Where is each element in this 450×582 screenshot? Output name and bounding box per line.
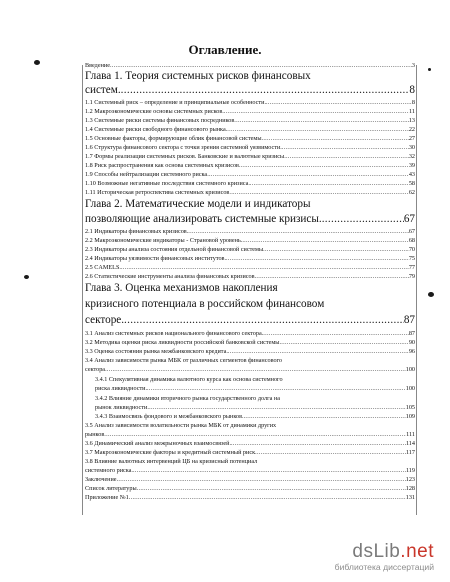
toc-page-number: 67 xyxy=(403,213,415,225)
toc-page-number: 111 xyxy=(406,431,415,438)
toc-page-number: 105 xyxy=(405,404,415,411)
toc-page-number: 87 xyxy=(408,330,415,337)
toc-entry-title: 1.4 Системные риски свободного финансового рынка. xyxy=(85,126,228,133)
toc-entry xyxy=(85,476,415,484)
toc-entry-title: систем. xyxy=(85,84,121,96)
toc-leader-dots xyxy=(147,385,406,393)
toc-entry-title: Введение xyxy=(85,62,110,69)
watermark-logo: dsLib.net xyxy=(352,541,434,562)
toc-entry xyxy=(85,135,415,143)
toc-entry xyxy=(85,99,415,107)
toc-entry xyxy=(85,458,415,466)
toc-entry xyxy=(85,62,415,70)
toc-entry-title: Глава 2. Математические модели и индикаторы xyxy=(85,198,311,210)
toc-entry-title: сектора xyxy=(85,366,106,373)
toc-entry-title: 3.4 Анализ зависимости рынка МБК от различных сегментов финансового xyxy=(85,357,283,364)
toc-entry xyxy=(85,117,415,125)
toc-entry-title: 3.1 Анализ системных рисков национального финансового сектора. xyxy=(85,330,264,337)
toc-page-number: 67 xyxy=(408,228,415,235)
toc-page-number: 22 xyxy=(408,126,415,133)
toc-entry-title: 2.6 Статистические инструменты анализа финансовых кризисов xyxy=(85,273,255,280)
toc-entry-title: 1.1 Системный риск – определение и принципиальные особенности. xyxy=(85,99,266,106)
toc-leader-dots xyxy=(105,366,406,374)
toc-entry-title: 3.4.2 Влияние динамики вторичного рынка государственного долга на xyxy=(95,395,280,402)
toc-entry-title: Глава 1. Теория системных рисков финансовых xyxy=(85,70,311,82)
toc-entry-title: кризисного потенциала в российском финансовом xyxy=(85,298,325,310)
toc-entry xyxy=(85,449,415,457)
toc-entry-title: 3.4.3 Взаимосвязь фондового и межбанковского рынков. xyxy=(95,413,244,420)
toc-entry xyxy=(85,273,415,281)
toc-entry-title: 3.3 Оценка состояния рынка межбанковского кредита. xyxy=(85,348,228,355)
ink-blot xyxy=(428,292,434,297)
toc-page-number: 62 xyxy=(408,189,415,196)
toc-entry-title: рынков xyxy=(85,431,105,438)
toc-page-number: 30 xyxy=(408,144,415,151)
toc-entry-title: рынок ликвидности xyxy=(95,404,148,411)
toc-entry-title: 1.8 Риск распространения как основа системных кризисов. xyxy=(85,162,241,169)
toc-entry-title: 3.4.1 Спекулятивная динамика валютного курса как основа системного xyxy=(95,376,283,383)
toc-leader-dots xyxy=(133,467,406,475)
toc-leader-dots xyxy=(241,162,409,170)
toc-leader-dots xyxy=(226,255,409,263)
toc-entry-title: 3.2 Методика оценки риска ликвидности российской банковской системы xyxy=(85,339,280,346)
toc-entry-title: Список литературы xyxy=(85,485,137,492)
toc-entry xyxy=(95,385,415,393)
toc-leader-dots xyxy=(227,126,409,134)
toc-entry-title: секторе. xyxy=(85,314,125,326)
toc-entry xyxy=(85,467,415,475)
toc-leader-dots xyxy=(279,339,408,347)
toc-leader-dots xyxy=(207,171,409,179)
toc-leader-dots xyxy=(266,99,412,107)
toc-entry xyxy=(95,404,415,412)
toc-entry xyxy=(85,108,415,116)
toc-chapter-line xyxy=(85,314,415,327)
toc-entry-title: Приложение №1 xyxy=(85,494,129,501)
toc-leader-dots xyxy=(263,330,409,338)
toc-entry xyxy=(85,237,415,245)
toc-entry-title: 1.7 Формы реализации системных рисков. Банковские и валютные кризисы xyxy=(85,153,285,160)
toc-entry-title: Заключение xyxy=(85,476,117,483)
toc-page-number: 123 xyxy=(405,476,415,483)
toc-entry-title: 2.1 Индикаторы финансовых кризисов. xyxy=(85,228,189,235)
toc-entry xyxy=(95,376,415,384)
toc-entry xyxy=(85,153,415,161)
toc-page-number: 90 xyxy=(408,339,415,346)
toc-chapter-line xyxy=(85,70,415,83)
toc-leader-dots xyxy=(282,144,409,152)
toc-leader-dots xyxy=(121,84,410,97)
toc-page-number: 75 xyxy=(408,255,415,262)
toc-page-number: 119 xyxy=(405,467,415,474)
toc-entry-title: 3.7 Макроэкономические факторы и кредитный системный риск xyxy=(85,449,256,456)
toc-chapter-line xyxy=(85,84,415,97)
toc-chapter-line xyxy=(85,282,415,295)
toc-leader-dots xyxy=(250,180,409,188)
toc-leader-dots xyxy=(244,413,406,421)
toc-page-number: 11 xyxy=(409,108,415,115)
toc-entry xyxy=(85,264,415,272)
watermark-caption: библиотека диссертаций xyxy=(334,562,434,572)
toc-leader-dots xyxy=(121,264,409,272)
toc-entry-title: системного риска. xyxy=(85,467,133,474)
toc-page-number: 3 xyxy=(411,62,415,69)
ink-blot xyxy=(428,68,431,71)
toc-entry xyxy=(85,228,415,236)
toc-entry xyxy=(85,357,415,365)
toc-leader-dots xyxy=(188,228,409,236)
toc-entry xyxy=(85,485,415,493)
toc-page-number: 8 xyxy=(411,99,415,106)
toc-entry xyxy=(85,171,415,179)
toc-entry-title: 1.6 Структура финансового сектора с точки зрения системной уязвимости. xyxy=(85,144,282,151)
toc-page-number: 87 xyxy=(403,314,415,326)
toc-entry xyxy=(85,366,415,374)
toc-entry xyxy=(95,413,415,421)
toc-entry-title: 2.4 Индикаторы уязвимости финансовых институтов. xyxy=(85,255,227,262)
toc-leader-dots xyxy=(284,153,409,161)
toc-entry-title: 2.2 Макроэкономические индикаторы - Страновой уровень. xyxy=(85,237,243,244)
toc-leader-dots xyxy=(117,476,406,484)
toc-entry-title: 2.3 Индикаторы анализа состояния отдельной финансовой системы xyxy=(85,246,264,253)
toc-entry xyxy=(85,162,415,170)
toc-entry xyxy=(85,422,415,430)
toc-entry-title: риска ликвидности. xyxy=(95,385,148,392)
toc-page-number: 68 xyxy=(408,237,415,244)
toc-entry xyxy=(85,431,415,439)
toc-chapter-line xyxy=(85,213,415,226)
toc-leader-dots xyxy=(261,135,408,143)
toc-entry xyxy=(85,189,415,197)
toc-entry-title: 3.5 Анализ зависимости волатильности рынка МБК от динамики других xyxy=(85,422,277,429)
toc-page-number: 8 xyxy=(409,84,415,96)
toc-leader-dots xyxy=(255,449,406,457)
toc-page-number: 32 xyxy=(408,153,415,160)
toc-page-number: 100 xyxy=(405,366,415,373)
toc-entry-title: 1.10 Возможные негативные последствия системного кризиса. xyxy=(85,180,250,187)
toc-entry xyxy=(85,348,415,356)
toc-page-number: 27 xyxy=(408,135,415,142)
toc-entry-title: позволяющие анализировать системные кризисы. xyxy=(85,213,322,225)
toc-entry xyxy=(85,126,415,134)
toc-page-number: 13 xyxy=(408,117,415,124)
toc-entry xyxy=(85,144,415,152)
toc-chapter-line xyxy=(85,198,415,211)
toc-entry xyxy=(85,330,415,338)
toc-entry xyxy=(85,255,415,263)
toc-page-number: 77 xyxy=(408,264,415,271)
toc-leader-dots xyxy=(228,348,409,356)
toc-entry-title: 2.5 CAMELS. xyxy=(85,264,121,271)
watermark xyxy=(335,541,434,572)
toc-entry xyxy=(95,395,415,403)
toc-page-number: 58 xyxy=(408,180,415,187)
toc-entry xyxy=(85,246,415,254)
toc-entry-title: 1.2 Макроэкономические основы системных рисков. xyxy=(85,108,224,115)
toc-page-number: 117 xyxy=(405,449,415,456)
ink-blot xyxy=(34,60,40,65)
toc-leader-dots xyxy=(124,314,404,327)
toc-leader-dots xyxy=(224,108,409,116)
toc-leader-dots xyxy=(129,494,406,502)
page-title: Оглавление. xyxy=(188,42,262,57)
toc-leader-dots xyxy=(263,246,409,254)
toc-page-number: 70 xyxy=(408,246,415,253)
ink-blot xyxy=(24,275,29,279)
toc-page-number: 109 xyxy=(405,413,415,420)
toc-leader-dots xyxy=(110,62,412,70)
toc-leader-dots xyxy=(255,273,409,281)
toc-leader-dots xyxy=(229,189,408,197)
toc-entry-title: 1.5 Основные факторы, формирующие облик финансовой системы xyxy=(85,135,262,142)
toc-page-number: 100 xyxy=(405,385,415,392)
toc-entry xyxy=(85,494,415,502)
toc-chapter-line xyxy=(85,298,415,311)
toc-leader-dots xyxy=(147,404,405,412)
toc-page-number: 114 xyxy=(405,440,415,447)
toc-entry-title: 1.3 Системные риски системы финансовых посредников xyxy=(85,117,235,124)
toc-leader-dots xyxy=(231,440,406,448)
toc-entry xyxy=(85,180,415,188)
toc-entry-title: 1.11 Историческая ретроспектива системных кризисов xyxy=(85,189,230,196)
toc-page-number: 131 xyxy=(405,494,415,501)
toc-entry-title: Глава 3. Оценка механизмов накопления xyxy=(85,282,278,294)
toc-entry xyxy=(85,440,415,448)
toc-page-number: 39 xyxy=(408,162,415,169)
toc-page-number: 96 xyxy=(408,348,415,355)
toc-entry-title: 3.8 Влияние валютных интервенций ЦБ на кризисный потенциал xyxy=(85,458,258,465)
toc-leader-dots xyxy=(234,117,409,125)
toc-page-number: 79 xyxy=(408,273,415,280)
toc-entry xyxy=(85,339,415,347)
toc-page-number: 43 xyxy=(408,171,415,178)
toc-leader-dots xyxy=(322,213,404,226)
toc-entry-title: 3.6 Динамический анализ межрыночных взаимосвязей. xyxy=(85,440,232,447)
toc-leader-dots xyxy=(242,237,408,245)
toc-leader-dots xyxy=(104,431,406,439)
toc-page-number: 128 xyxy=(405,485,415,492)
toc-leader-dots xyxy=(137,485,406,493)
toc-entry-title: 1.9 Способы нейтрализации системного риска xyxy=(85,171,208,178)
